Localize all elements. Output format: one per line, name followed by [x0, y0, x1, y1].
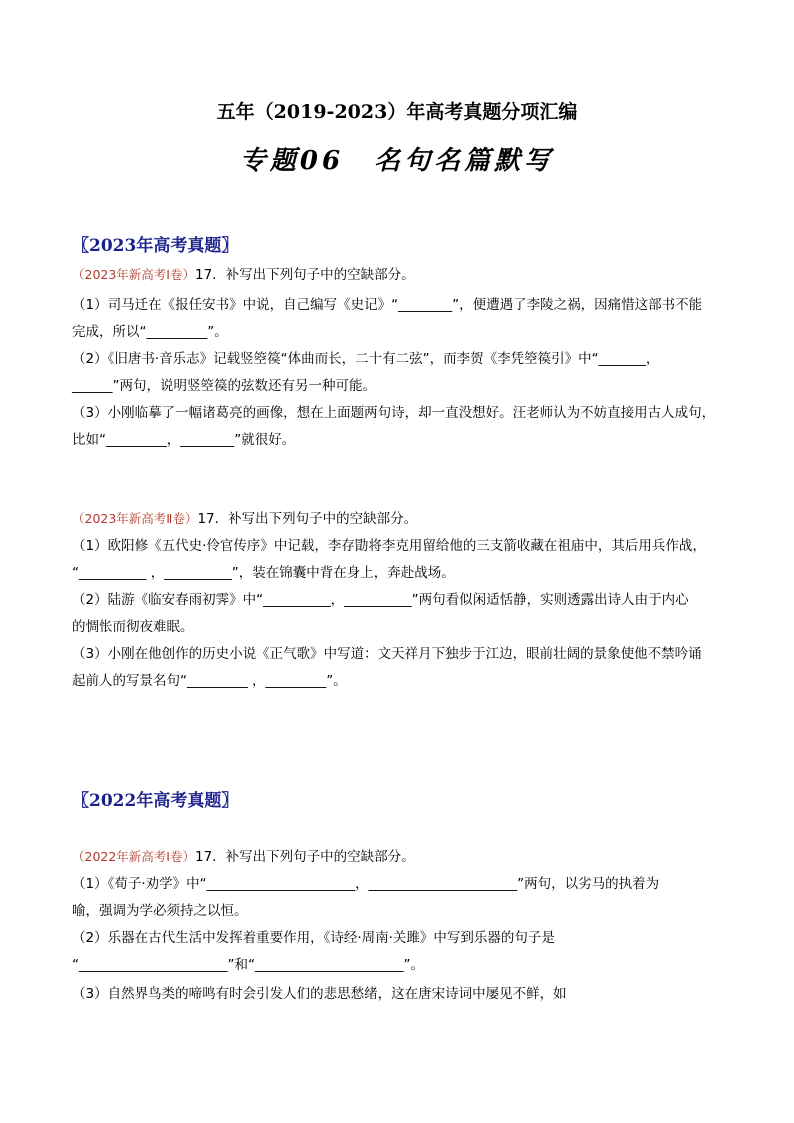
question-stem: 17．补写出下列句子中的空缺部分。	[195, 267, 415, 283]
question-line: 的惆怅而彻夜难眠。	[72, 619, 194, 635]
question-line: 起前人的写景名句“_________ ，_________”。	[72, 673, 347, 689]
question-line: “__________ ，__________”，装在锦囊中背在身上，奔赴战场。	[72, 565, 455, 581]
question-line: 喻，强调为学必须持之以恒。	[72, 903, 248, 919]
question-line: （1）欧阳修《五代史·伶官传序》中记载，李存勖将李克用留给他的三支箭收藏在祖庙中，其后用兵作战，	[72, 538, 706, 554]
question-line: （2）乐器在古代生活中发挥着重要作用，《诗经·周南·关雎》中写到乐器的句子是	[72, 930, 555, 946]
question-source: （2022年新高考Ⅰ卷）	[72, 849, 195, 864]
question-line: （2）陆游《临安春雨初霁》中“__________，__________”两句看似闲适恬静，实则透露出诗人由于内心	[72, 592, 689, 608]
question-line: ______”两句，说明竖箜篌的弦数还有另一种可能。	[72, 378, 376, 394]
question-stem: 17．补写出下列句子中的空缺部分。	[195, 849, 415, 865]
question-line: （1）《荀子·劝学》中“______________________，______________________”两句，以劣马的执着为	[72, 876, 660, 892]
question-source: （2023年新高考Ⅱ卷）	[72, 511, 198, 526]
question-header	[72, 266, 415, 284]
question-line: 完成，所以“_________”。	[72, 324, 228, 340]
section-heading-2022: 〖2022年高考真题〗	[72, 791, 239, 811]
question-line: （3）小刚在他创作的历史小说《正气歌》中写道：文天祥月下独步于江边，眼前壮阔的景象使他不禁吟诵	[72, 646, 702, 662]
section-heading-2023: 〖2023年高考真题〗	[72, 236, 239, 256]
question-stem: 17．补写出下列句子中的空缺部分。	[197, 511, 418, 527]
question-line: （2）《旧唐书·音乐志》记载竖箜篌“体曲而长，二十有二弦”，而李贺《李凭箜篌引》中“_______，	[72, 351, 660, 367]
document-title: 五年（2019-2023）年高考真题分项汇编	[216, 101, 578, 123]
topic-title: 专题06 名句名篇默写	[239, 146, 555, 176]
question-line: （1）司马迁在《报任安书》中说，自己编写《史记》“________”，便遭遇了李陵之祸，因痛惜这部书不能	[72, 297, 703, 313]
question-header	[72, 510, 417, 528]
question-line: “______________________”和“______________________”。	[72, 957, 424, 973]
question-line: （3）小刚临摹了一幅诸葛亮的画像，想在上面题两句诗，却一直没想好。汪老师认为不妨直接用古人成句，	[72, 405, 716, 421]
question-source: （2023年新高考Ⅰ卷）	[72, 267, 195, 282]
question-line: 比如“_________，________”就很好。	[72, 432, 296, 448]
question-line: （3）自然界鸟类的啼鸣有时会引发人们的悲思愁绪，这在唐宋诗词中屡见不鲜，如	[72, 986, 567, 1002]
question-header	[72, 848, 415, 866]
